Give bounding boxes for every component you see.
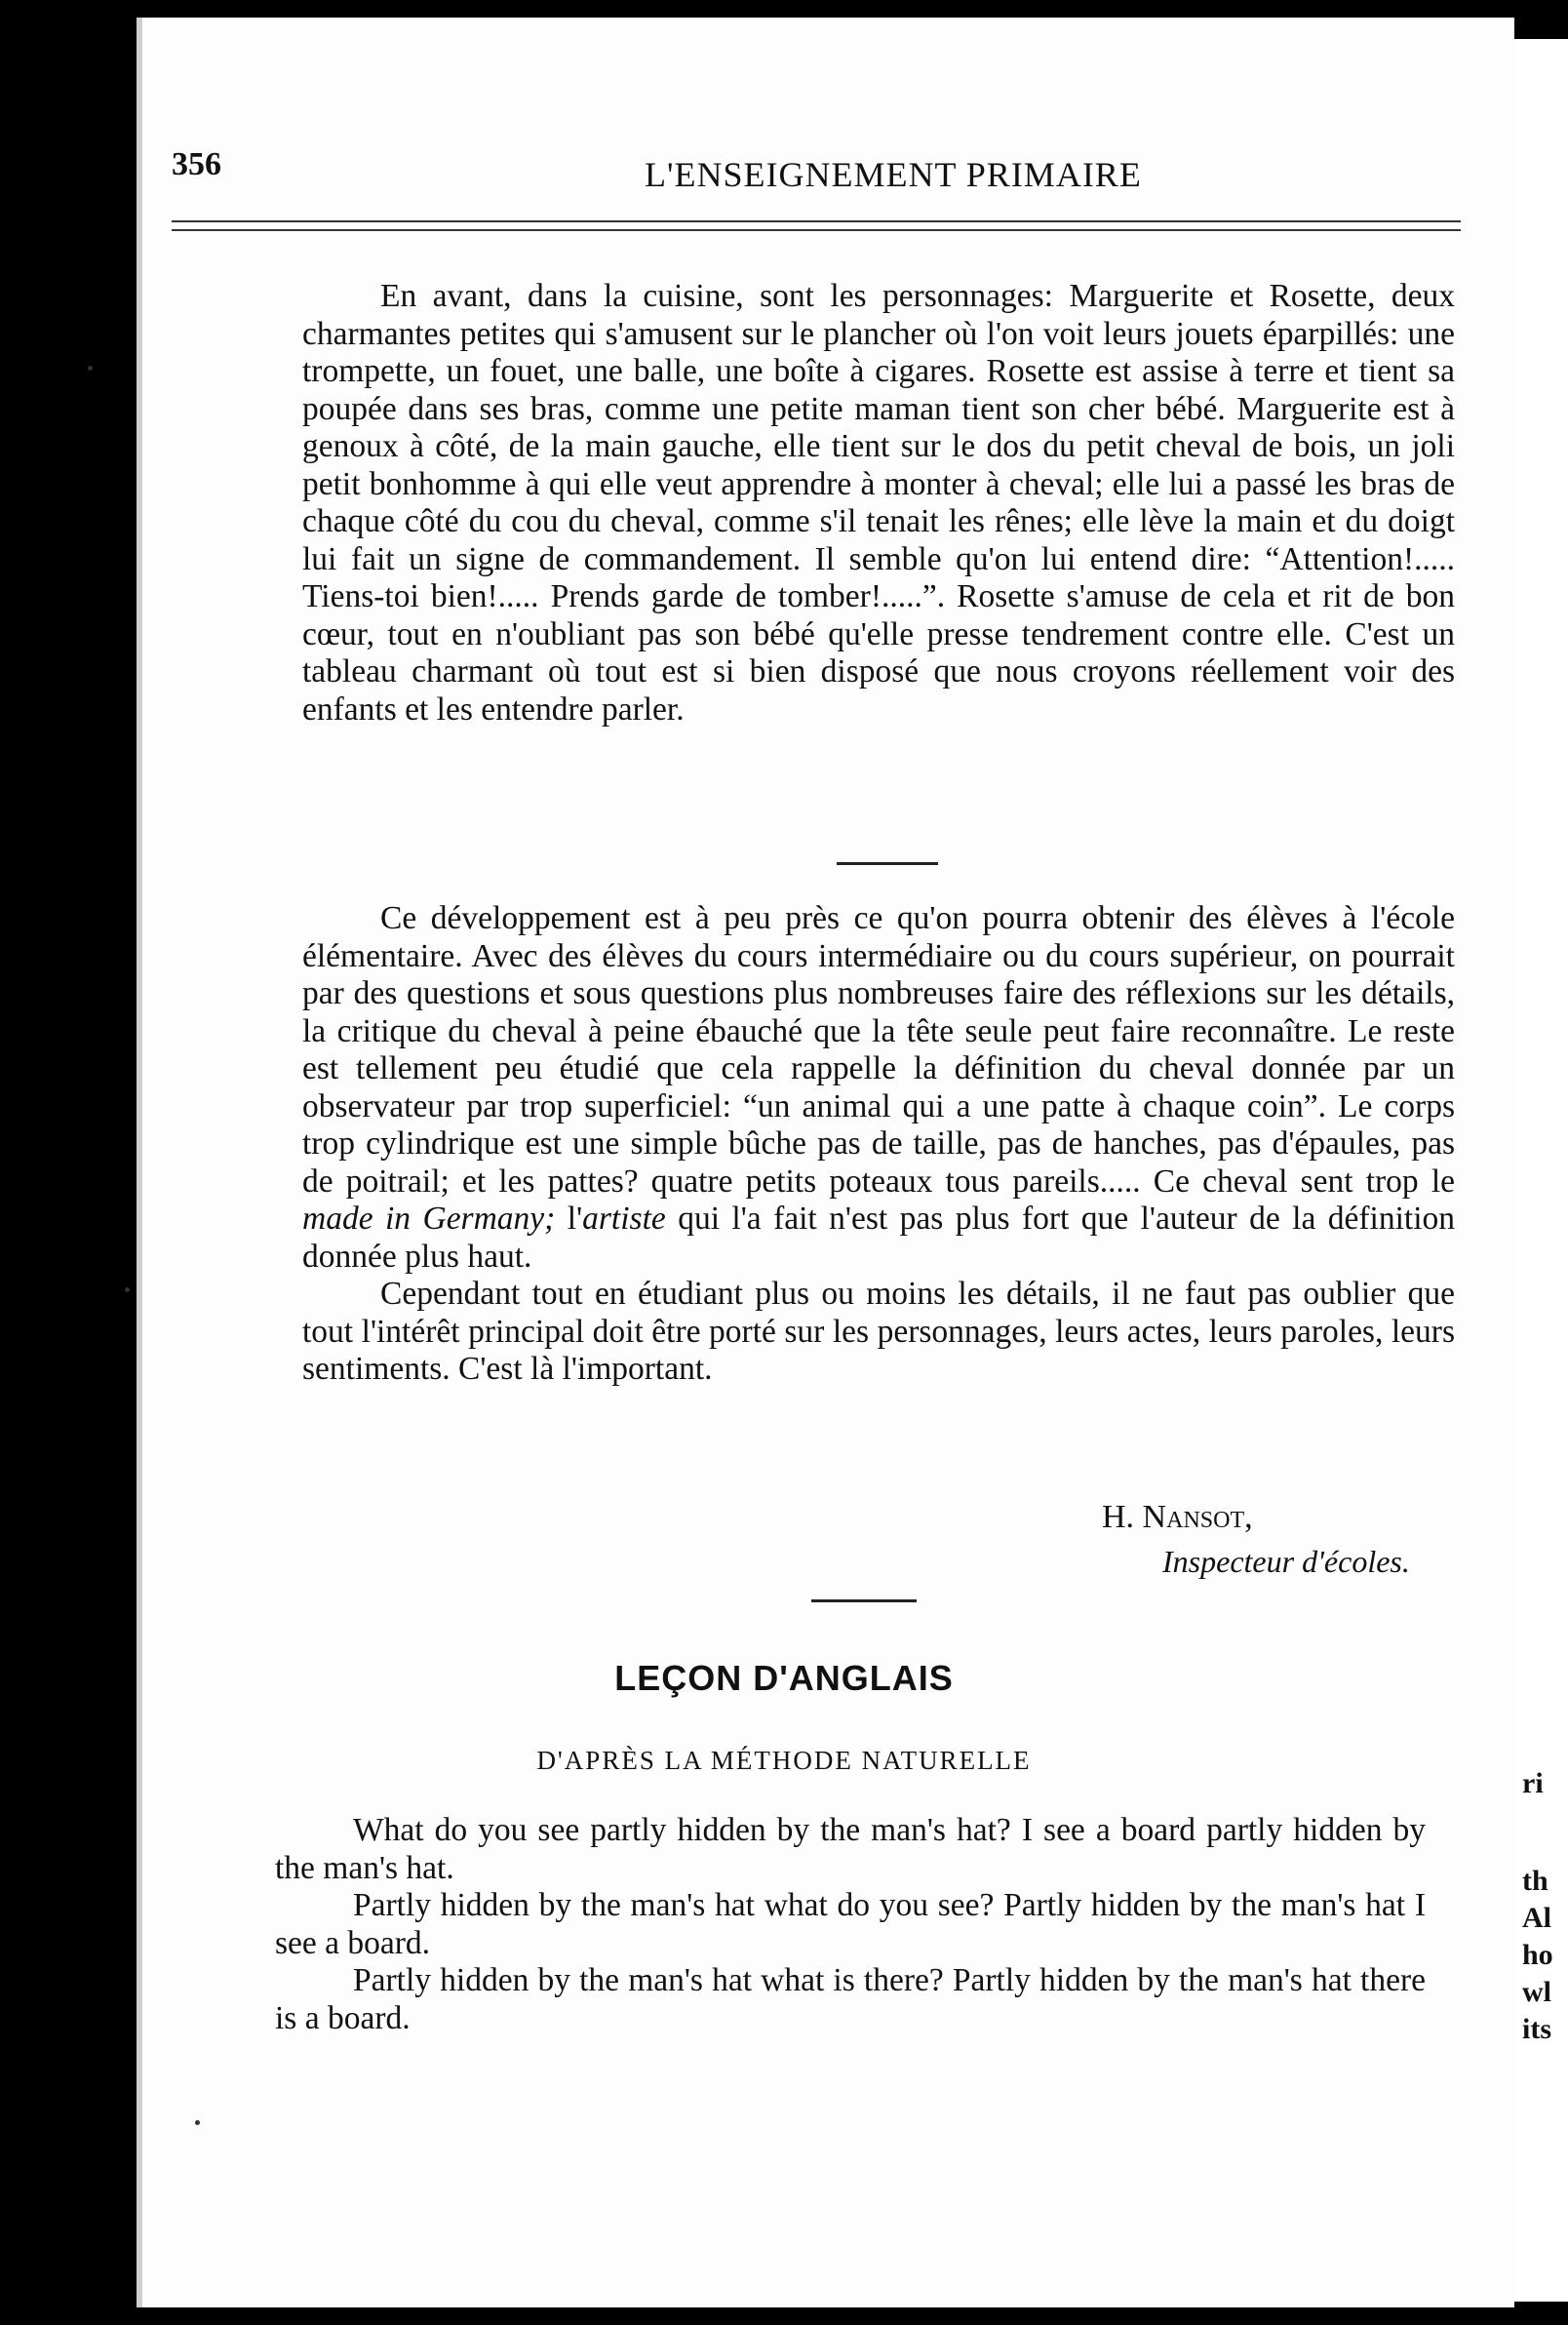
edge-fragment: th: [1522, 1865, 1548, 1897]
paragraph: Partly hidden by the man's hat what do you see? Partly hidden by the man's hat I see a board.: [275, 1887, 1426, 1961]
section-divider: [837, 862, 938, 865]
adjacent-page-edge: [1514, 39, 1568, 2302]
italic-phrase: made in Germany;: [302, 1201, 556, 1237]
lesson-subtitle: D'APRÈS LA MÉTHODE NATURELLE: [536, 1746, 1032, 1775]
author-title: Inspecteur d'écoles.: [1162, 1544, 1410, 1579]
paragraph: Cependant tout en étudiant plus ou moins les détails, il ne faut pas oublier que tout l'intérêt principal doit être porté sur les personnages, leurs actes, leurs paroles, leurs sentiments. C'est là l'important.: [302, 1276, 1455, 1387]
lesson-section: [275, 1812, 1426, 2037]
author-comma: ,: [1244, 1499, 1253, 1535]
section-divider: [811, 1599, 917, 1602]
paragraph: [302, 900, 1455, 1276]
scan-speck: [125, 1287, 130, 1292]
edge-fragment: ri: [1522, 1767, 1544, 1799]
paragraph-text: qui l'a fait n'est pas plus fort que l'auteur de la définition donnée plus haut.: [302, 1201, 1456, 1275]
lesson-title: LEÇON D'ANGLAIS: [614, 1658, 954, 1698]
header-rule: [172, 220, 1461, 231]
page-header: [172, 137, 1469, 205]
edge-fragment: ho: [1522, 1939, 1553, 1971]
author-surname: ansot: [1166, 1499, 1245, 1535]
scan-speck: [195, 2120, 200, 2125]
edge-fragment: its: [1522, 2013, 1551, 2045]
running-title: L'ENSEIGNEMENT PRIMAIRE: [645, 155, 1142, 194]
author-name: [1102, 1499, 1253, 1536]
paragraph-text: l': [555, 1201, 583, 1237]
edge-fragment: Al: [1522, 1902, 1551, 1934]
commentary-section: [302, 900, 1455, 1389]
scan-speck: [88, 366, 93, 371]
paragraph: En avant, dans la cuisine, sont les personnages: Marguerite et Rosette, deux charmantes petites qui s'amusent sur le plancher où l'on voit leurs jouets éparpillés: une trompette, un fouet, une balle, une boîte à cigares. Rosette est assise à terre et tient sa poupée dans ses bras, comme une petite maman tient son cher bébé. Marguerite est à genoux à côté, de la main gauche, elle tient sur le dos du petit cheval de bois, un joli petit bonhomme à qui elle veut apprendre à monter à cheval; elle lui a passé les bras de chaque côté du cou du cheval, comme s'il tenait les rênes; elle lève la main et du doigt lui fait un signe de commandement. Il semble qu'on lui entend dire: “Attention!..... Tiens-toi bien!..... Prends garde de tomber!.....”. Rosette s'amuse de cela et rit de bon cœur, tout en n'oubliant pas son bébé qu'elle presse tendrement contre elle. C'est un tableau charmant où tout est si bien disposé que nous croyons réellement voir des enfants et les entendre parler.: [302, 278, 1455, 728]
paragraph: What do you see partly hidden by the man's hat? I see a board partly hidden by the man's hat.: [275, 1812, 1426, 1886]
edge-fragment: wl: [1522, 1976, 1551, 2008]
page-number: 356: [172, 146, 221, 182]
description-section: [302, 278, 1455, 729]
italic-word: artiste: [582, 1201, 666, 1237]
paragraph: Partly hidden by the man's hat what is there? Partly hidden by the man's hat there is a board.: [275, 1962, 1426, 2036]
paragraph-text: Ce développement est à peu près ce qu'on pourra obtenir des élèves à l'école élémentaire. Avec des élèves du cours intermédiaire ou du cours supérieur, on pourrait par des questions et sous questions plus nombreuses faire des réflexions sur les détails, la critique du cheval à peine ébauché que la tête seule peut faire reconnaître. Le reste est tellement peu étudié que cela rappelle la définition du cheval donnée par un observateur par trop superficiel: “un animal qui a une patte à chaque coin”. Le corps trop cylindrique est une simple bûche pas de taille, pas de hanches, pas d'épaules, pas de poitrail; et les pattes? quatre petits poteaux tous pareils..... Ce cheval sent trop le: [302, 900, 1455, 1200]
author-initial: H. N: [1102, 1499, 1167, 1535]
